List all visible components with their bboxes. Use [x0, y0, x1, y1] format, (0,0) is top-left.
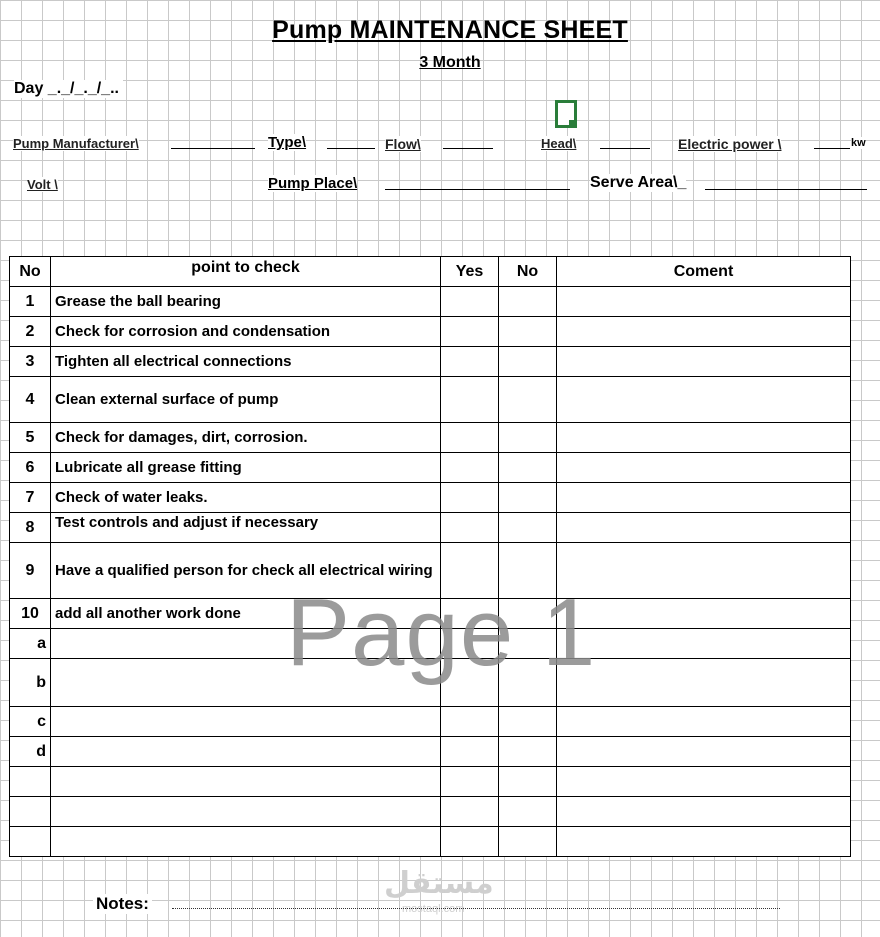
row-comment-cell[interactable] [557, 513, 851, 543]
row-yes-cell[interactable] [441, 483, 499, 513]
header-yes: Yes [441, 257, 499, 287]
row-point-to-check [51, 827, 441, 857]
row-no-cell[interactable] [499, 707, 557, 737]
table-row [10, 347, 851, 377]
flow-label: Flow\ [385, 136, 421, 152]
row-comment-cell[interactable] [557, 659, 851, 707]
row-comment-cell[interactable] [557, 317, 851, 347]
header-no: No [10, 257, 51, 287]
page-watermark: Page 1 [286, 579, 597, 686]
row-number: 1 [10, 287, 51, 317]
row-yes-cell[interactable] [441, 453, 499, 483]
row-yes-cell[interactable] [441, 513, 499, 543]
row-number: 7 [10, 483, 51, 513]
serve-area-label: Serve Area\_ [590, 174, 687, 191]
type-blank[interactable] [327, 148, 375, 149]
type-label: Type\ [268, 134, 307, 151]
row-no-cell[interactable] [499, 317, 557, 347]
table-row [10, 767, 851, 797]
row-comment-cell[interactable] [557, 737, 851, 767]
row-point-to-check: Test controls and adjust if necessary [51, 513, 441, 543]
row-comment-cell[interactable] [557, 599, 851, 629]
row-point-to-check [51, 767, 441, 797]
row-yes-cell[interactable] [441, 423, 499, 453]
row-number: a [10, 629, 51, 659]
row-comment-cell[interactable] [557, 827, 851, 857]
row-number: 10 [10, 599, 51, 629]
row-point-to-check [51, 737, 441, 767]
row-no-cell[interactable] [499, 287, 557, 317]
mostaql-logo: مستقل [384, 867, 494, 900]
row-comment-cell[interactable] [557, 629, 851, 659]
row-no-cell[interactable] [499, 513, 557, 543]
row-comment-cell[interactable] [557, 287, 851, 317]
row-number: d [10, 737, 51, 767]
row-yes-cell[interactable] [441, 767, 499, 797]
row-yes-cell[interactable] [441, 737, 499, 767]
table-row [10, 483, 851, 513]
row-point-to-check: Check for damages, dirt, corrosion. [51, 423, 441, 453]
row-comment-cell[interactable] [557, 423, 851, 453]
row-number: 8 [10, 513, 51, 543]
row-number [10, 797, 51, 827]
kw-unit: kw [851, 137, 866, 149]
row-point-to-check: add all another work done [51, 599, 441, 629]
row-no-cell[interactable] [499, 797, 557, 827]
pump-place-label: Pump Place\ [268, 175, 358, 192]
row-comment-cell[interactable] [557, 707, 851, 737]
header-point-to-check: point to check [51, 257, 441, 287]
table-row [10, 827, 851, 857]
row-comment-cell[interactable] [557, 767, 851, 797]
notes-line[interactable] [172, 908, 780, 909]
row-yes-cell[interactable] [441, 377, 499, 423]
table-row [10, 737, 851, 767]
row-number [10, 827, 51, 857]
row-number: 3 [10, 347, 51, 377]
row-yes-cell[interactable] [441, 707, 499, 737]
table-row [10, 287, 851, 317]
row-no-cell[interactable] [499, 767, 557, 797]
electric-power-label: Electric power \ [678, 136, 782, 152]
table-row [10, 317, 851, 347]
row-no-cell[interactable] [499, 347, 557, 377]
row-point-to-check [51, 707, 441, 737]
table-row [10, 423, 851, 453]
pump-place-blank[interactable] [385, 189, 570, 190]
row-comment-cell[interactable] [557, 377, 851, 423]
pump-manufacturer-label: Pump Manufacturer\ [13, 136, 139, 151]
electric-power-blank[interactable] [814, 148, 850, 149]
row-number: 9 [10, 543, 51, 599]
serve-area-blank[interactable] [705, 189, 867, 190]
head-label: Head\ [541, 136, 577, 151]
row-point-to-check [51, 797, 441, 827]
row-yes-cell[interactable] [441, 347, 499, 377]
table-row [10, 707, 851, 737]
row-number: 6 [10, 453, 51, 483]
flow-blank[interactable] [443, 148, 493, 149]
row-comment-cell[interactable] [557, 483, 851, 513]
header-no-answer: No [499, 257, 557, 287]
row-no-cell[interactable] [499, 453, 557, 483]
notes-label: Notes: [93, 894, 152, 914]
row-comment-cell[interactable] [557, 797, 851, 827]
header-comment: Coment [557, 257, 851, 287]
row-point-to-check: Check of water leaks. [51, 483, 441, 513]
row-yes-cell[interactable] [441, 827, 499, 857]
table-row [10, 513, 851, 543]
row-comment-cell[interactable] [557, 347, 851, 377]
table-row [10, 453, 851, 483]
day-field: Day _._/_._/_.. [14, 80, 123, 98]
page-title: Pump MAINTENANCE SHEET [272, 16, 628, 44]
row-no-cell[interactable] [499, 737, 557, 767]
row-number: 4 [10, 377, 51, 423]
mostaql-logo-domain: mostaql.com [402, 903, 465, 915]
volt-label: Volt \ [27, 177, 58, 192]
row-number: c [10, 707, 51, 737]
row-number [10, 767, 51, 797]
row-number: 5 [10, 423, 51, 453]
row-no-cell[interactable] [499, 483, 557, 513]
table-row [10, 797, 851, 827]
row-yes-cell[interactable] [441, 287, 499, 317]
row-no-cell[interactable] [499, 377, 557, 423]
row-point-to-check: Have a qualified person for check all electrical wiring [51, 543, 441, 599]
row-no-cell[interactable] [499, 423, 557, 453]
table-row [10, 377, 851, 423]
row-point-to-check: Lubricate all grease fitting [51, 453, 441, 483]
row-comment-cell[interactable] [557, 453, 851, 483]
table-header-row [10, 257, 851, 287]
row-comment-cell[interactable] [557, 543, 851, 599]
row-number: b [10, 659, 51, 707]
row-number: 2 [10, 317, 51, 347]
pump-manufacturer-blank[interactable] [171, 148, 255, 149]
checklist-table [9, 256, 851, 857]
row-point-to-check: Check for corrosion and condensation [51, 317, 441, 347]
row-point-to-check: Grease the ball bearing [51, 287, 441, 317]
cell-cursor-icon [555, 100, 577, 128]
row-yes-cell[interactable] [441, 797, 499, 827]
row-yes-cell[interactable] [441, 317, 499, 347]
row-point-to-check: Clean external surface of pump [51, 377, 441, 423]
head-blank[interactable] [600, 148, 650, 149]
row-point-to-check: Tighten all electrical connections [51, 347, 441, 377]
row-no-cell[interactable] [499, 827, 557, 857]
page-subtitle: 3 Month [419, 54, 481, 71]
